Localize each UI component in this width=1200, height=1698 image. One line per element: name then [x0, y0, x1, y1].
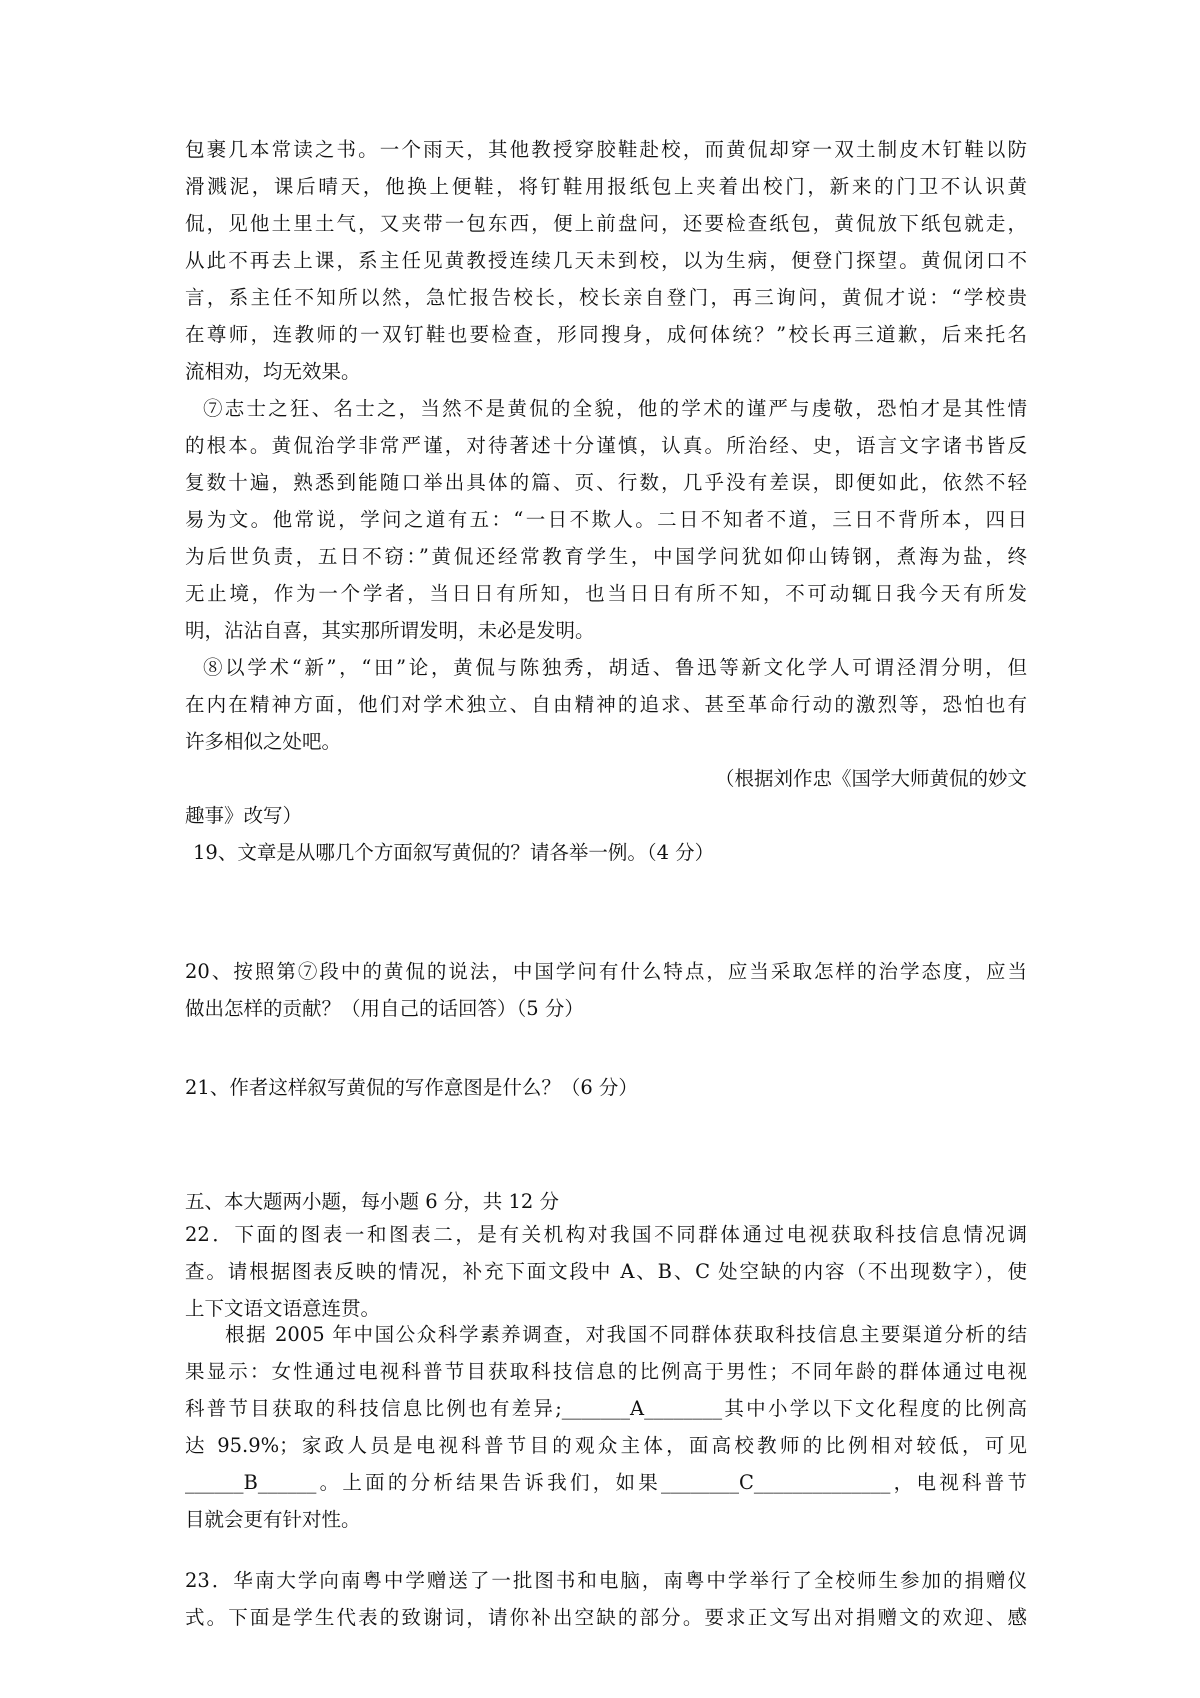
text-line: 明，沾沾自喜，其实那所谓发明，未必是发明。 — [185, 619, 595, 642]
blank-label-c: C — [739, 1471, 754, 1494]
question-19 — [193, 834, 1035, 871]
text-segment: 科普节目获取的科技信息比例也有差异; — [185, 1397, 562, 1420]
text-line: 言，系主任不知所以然，急忙报告校长，校长亲自登门，再三询问，黄侃才说：“学校贵 — [185, 286, 1027, 309]
text-segment: ，电视科普节 — [890, 1471, 1027, 1494]
text-line: 目就会更有针对性。 — [185, 1508, 361, 1531]
text-line: 许多相似之处吧。 — [185, 730, 342, 753]
blank-label-a: A — [630, 1397, 645, 1420]
question-text: 20、按照第⑦段中的黄侃的说法，中国学问有什么特点，应当采取怎样的治学态度，应当 — [185, 960, 1027, 983]
text-line: 易为文。他常说，学问之道有五：“一日不欺人。二日不知者不道，三日不背所本，四日 — [185, 508, 1027, 531]
source-line: （根据刘作忠《国学大师黄侃的妙文 — [714, 767, 1027, 790]
text-line: 在尊师，连教师的一双钉鞋也要检查，形同搜身，成何体统？”校长再三道歉，后来托名 — [185, 323, 1027, 346]
question-text: 19、文章是从哪几个方面叙写黄侃的？请各举一例。（4 分） — [193, 841, 715, 864]
paragraph-continued — [185, 131, 1027, 390]
blank-label-b: B — [243, 1471, 258, 1494]
text-line: 在内在精神方面，他们对学术独立、自由精神的追求、甚至革命行动的激烈等，恐怕也有 — [185, 693, 1027, 716]
source-line: 趣事》改写） — [185, 804, 303, 827]
text-line: 的根本。黄侃治学非常严谨，对待著述十分谨慎，认真。所治经、史，语言文字诸书皆反 — [185, 434, 1027, 457]
question-23 — [185, 1562, 1027, 1636]
text-line: 复数十遍，熟悉到能随口举出具体的篇、页、行数，几乎没有差误，即便如此，依然不轻 — [185, 471, 1027, 494]
text-line: 滑溅泥，课后晴天，他换上便鞋，将钉鞋用报纸包上夹着出校门，新来的门卫不认识黄 — [185, 175, 1027, 198]
text-line: 无止境，作为一个学者，当日日有所知，也当日日有所不知，不可动辄日我今天有所发 — [185, 582, 1027, 605]
text-line: ⑦志士之狂、名士之，当然不是黄侃的全貌，他的学术的谨严与虔敬，恐怕才是其性情 — [203, 397, 1027, 420]
question-text: 21、作者这样叙写黄侃的写作意图是什么？（6 分） — [185, 1076, 638, 1099]
section-heading: 五、本大题两小题，每小题 6 分，共 12 分 — [185, 1190, 560, 1213]
question-text: 22．下面的图表一和图表二，是有关机构对我国不同群体通过电视获取科技信息情况调 — [185, 1223, 1027, 1246]
text-line: 根据 2005 年中国公众科学素养调查，对我国不同群体获取科技信息主要渠道分析的结 — [225, 1323, 1027, 1346]
blank-b-input[interactable]: ______B______ — [185, 1471, 317, 1494]
question-21 — [185, 1069, 1027, 1106]
paragraph-8 — [185, 649, 1027, 760]
question-text: 式。下面是学生代表的致谢词，请你补出空缺的部分。要求正文写出对捐赠文的欢迎、感 — [185, 1606, 1027, 1629]
text-line: 从此不再去上课，系主任见黄教授连续几天未到校，以为生病，便登门探望。黄侃闭口不 — [185, 249, 1027, 272]
text-line: 流相劝，均无效果。 — [185, 360, 361, 383]
question-22-passage — [185, 1316, 1027, 1538]
text-line: 为后世负责，五日不窃：”黄侃还经常教育学生，中国学问犹如仰山铸钢，煮海为盐，终 — [185, 545, 1027, 568]
source-attribution — [185, 760, 1027, 834]
section-5 — [185, 1187, 1027, 1327]
text-line: 达 95.9%；家政人员是电视科普节目的观众主体，面高校教师的比例相对较低，可见 — [185, 1434, 1027, 1457]
text-line: 侃，见他土里土气，又夹带一包东西，便上前盘问，还要检查纸包，黄侃放下纸包就走， — [185, 212, 1027, 235]
blank-c-input[interactable]: ________C______________ — [661, 1471, 891, 1494]
blank-a-input[interactable]: _______A________ — [561, 1397, 723, 1420]
text-line-with-blank-a — [185, 1390, 1027, 1427]
paragraph-7 — [185, 390, 1027, 649]
question-text: 23．华南大学向南粤中学赠送了一批图书和电脑，南粤中学举行了全校师生参加的捐赠仪 — [185, 1569, 1027, 1592]
question-text: 查。请根据图表反映的情况，补充下面文段中 A、B、C 处空缺的内容（不出现数字），使 — [185, 1260, 1027, 1283]
text-line-with-blanks-b-c — [185, 1464, 1027, 1501]
text-segment: 。上面的分析结果告诉我们，如果 — [316, 1471, 661, 1494]
question-20 — [185, 953, 1027, 1027]
text-line: 包裹几本常读之书。一个雨天，其他教授穿胶鞋赴校，而黄侃却穿一双土制皮木钉鞋以防 — [185, 138, 1027, 161]
text-segment: 其中小学以下文化程度的比例高 — [722, 1397, 1027, 1420]
text-line: 果显示：女性通过电视科普节目获取科技信息的比例高于男性；不同年龄的群体通过电视 — [185, 1360, 1027, 1383]
question-text: 做出怎样的贡献？（用自己的话回答）（5 分） — [185, 997, 584, 1020]
text-line: ⑧以学术“新”，“田”论，黄侃与陈独秀，胡适、鲁迅等新文化学人可谓泾渭分明，但 — [203, 656, 1027, 679]
question-text: 上下文语文语意连贯。 — [185, 1297, 381, 1320]
